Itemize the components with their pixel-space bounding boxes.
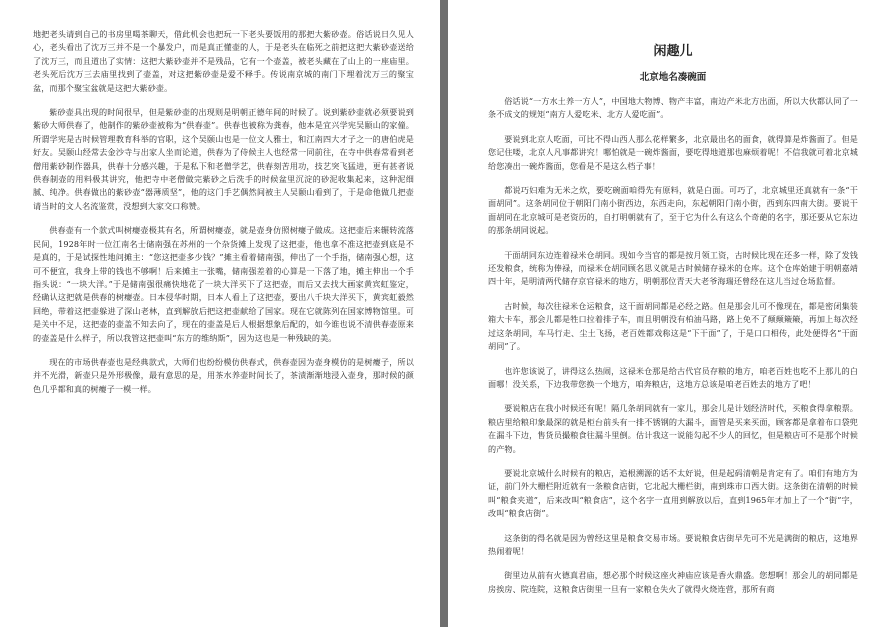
page-gutter (440, 0, 448, 627)
right-paragraph-1: 俗话说“一方水土养一方人”，中国地大物博、物产丰富，南边产米北方出面，所以大伙都认同了一条不成文的规矩“南方人爱吃米、北方人爱吃面”。 (488, 96, 858, 120)
left-paragraph-2: 紫砂壶具出现的时间很早，但是紫砂壶的出现则是明朝正德年间的时候了。说到紫砂壶就必须要说到紫砂大师供春了，他制作的紫砂壶被称为“供春壶”。供春也被称为龚春，他本是宜兴学宪吴颐山的家僮。所谓学宪是古时候管理教育科举的官职，这个吴颐山也是一位文人雅士，和江南四大才子之一的唐伯虎是好友。吴颐山经常去金沙寺与出家人坐而论道，供春为了侍候主人也经常一同前往，在寺中供春常看到老僧用紫砂制作器具，供春十分感兴趣，于是私下和老僧学艺，供春刻苦用功，技艺突飞猛进，更有甚者说供春制壶的用料极其讲究，他把寺中老僧做完紫砂之后洗手的时候盆里沉淀的砂泥收集起来，这种泥细腻、纯净。供春做出的紫砂壶“器薄质坚”，他的这门手艺偶然间被主人吴颐山看到了，于是命他做几把壶请当时的文人名流鉴赏，没想到大家交口称赞。 (33, 107, 414, 211)
left-paragraph-3: 供春壶有一个款式叫树瘿壶极其有名，所谓树瘿壶，就是壶身仿照树瘿子做成。这把壶后来辗转流落民间，1928年时一位江南名士储南强在苏州的一个杂货摊上发现了这把壶，他也拿不准这把壶到底是不是真的，于是试探性地问摊主：“您这把壶多少钱？”摊主看着储南强，伸出了一个手指，储南强心想，这可不便宜，我身上带的钱也不够啊！后来摊主一张嘴，储南强差着的心算是一下落了地，摊主伸出一个手指头说：“一块大洋。”于是储南强很痛快地花了一块大洋买下了这把壶，而后又去找大画家黄宾虹鉴定，经确认这把就是供春的树瘿壶。日本侵华时期，日本人看上了这把壶，要出八千块大洋买下，黄宾虹毅然回绝，带着这把壶躲进了深山老林，直到解放后把这把壶献给了国家。现在它就陈列在国家博物馆里。可是关中不足，这把壶的壶盖不知去向了，现在的壶盖是后人根据想象后配的，如今谁也说不清供春壶原来的壶盖是什么样子，所以我管这把壶叫“东方的维纳斯”，因为这也是一种残缺的美。 (33, 225, 414, 343)
right-paragraph-5: 古时候，每次往禄米仓运粮食，这干面胡同都是必经之路。但是那会儿可不像现在，都是密闭集装箱大卡车，那会儿都是牲口拉着排子车，而且明朝没有柏油马路，路上免不了颠颠簸簸，再加上每次经过这条胡同，车马行走、尘土飞扬，老百姓都戏称这是“下干面”了，于是口口相传，此处便得名“干面胡同”了。 (488, 300, 858, 352)
right-paragraph-8: 要说北京城什么时候有的粮店，追根溯源的话不太好说，但是起码清朝是肯定有了。咱们有地方为证，前门外大栅栏附近就有一条粮食店街，它北起大栅栏街，南到珠市口西大街。这条街在清朝的时候叫“粮食夹道”，后来改叫“粮食店”，这个名字一直用到解放以后，直到1965年才加上了一个“街”字，改叫“粮食店街”。 (488, 467, 858, 519)
right-page (448, 0, 890, 627)
article-title: 北京地名凑碗面 (639, 72, 707, 83)
left-paragraph-1: 地把老头请到自己的书房里喝茶聊天，借此机会也把玩一下老头要饭用的那把大紫砂壶。俗话说日久见人心，老头看出了沈万三并不是一个暴发户，而是真正懂壶的人，于是老头在临死之前把这把大紫砂壶送给了沈万三，而且道出了实情：这把大紫砂壶并不是残品，它有一个壶盖，被老头藏在了山上的一座庙里。老头死后沈万三去庙里找到了壶盖，对这把紫砂壶是爱不释手。传说南京城的南门下埋着沈万三的聚宝盆，而那个聚宝盆就是这把大紫砂壶。 (33, 29, 414, 93)
right-paragraph-2: 要说到北京人吃面，可比不得山西人那么花样繁多，北京最出名的面食，就得算是炸酱面了。但是您记住喽，北京人凡事都讲究！哪怕就是一碗炸酱面，要吃得地道那也麻烦着呢！不信我就可着北京城给您凑出一碗炸酱面，您看是不是这么档子事！ (488, 133, 858, 171)
column-title: 闲趣儿 (653, 44, 693, 59)
left-page (0, 0, 440, 627)
right-paragraph-10: 街里边从前有火德真君庙，想必那个时候这座火神庙应该是香火鼎盛。您想啊！那会儿的胡同都是房挨房、院连院，这粮食店街里一旦有一家粮仓失火了就得火烧连营，那所有商 (488, 570, 858, 594)
left-paragraph-4: 现在的市场供春壶也是经典款式，大师们也纷纷模仿供春式，供春壶因为壶身模仿的是树瘿子，所以并不光滑，新壶只是外形极像，最有意思的是，用茶水养壶时间长了，茶渍渐渐地浸入壶身，那时候的颜色几乎都和真的树瘿子一模一样。 (33, 356, 414, 394)
right-paragraph-7: 要说粮店在我小时候还有呢！隔几条胡同就有一家儿，那会儿是计划经济时代，买粮食得拿粮票。粮店里给粮印象最深的就是柜台前头有一排不锈钢的大漏斗，面管是买来买面，顾客都是拿着布口袋兜在漏斗下边，售货员撮粮食往漏斗里倒。估计我这一说能勾起不少人的回忆，但是粮店可不是那个时候的产物。 (488, 403, 858, 454)
right-paragraph-4: 干面胡同东边连着禄米仓胡同。现如今当官的都是按月领工资，古时候比现在还多一样，除了发钱还发粮食，统称为俸禄，而禄米仓胡同顾名思义就是古时候储存禄米的仓库。这个仓库始建于明朝嘉靖四十年，是明清两代储存京官禄米的地方，明朝那位青天大老爷海瑞还曾经在这儿当过仓场监督。 (488, 249, 858, 287)
right-paragraph-9: 这条街的得名就是因为曾经这里是粮食交易市场。要说粮食店街早先可不光是满街的粮店，这地界热闹着呢！ (488, 532, 858, 556)
right-paragraph-6: 也许您该说了，讲得这么热闹，这禄米仓那是给古代官员存粮的地方，咱老百姓也吃不上那儿的白面哪！没关系，下边我带您换一个地方，咱奔粮店，这地方总该是咱老百姓去的地方了吧！ (488, 365, 858, 389)
right-paragraph-3: 都说巧妇难为无米之炊，要吃碗面咱得先有原料，就是白面。可巧了，北京城里还真就有一条“干面胡同”。这条胡同位于朝阳门南小街西边，东西走向，东起朝阳门南小街，西到东四南大街。要说干面胡同在北京城可是老资历的，自打明朝就有了，至于它为什么有这么个奇葩的名字，那还要从它东边的那条胡同说起。 (488, 185, 858, 236)
